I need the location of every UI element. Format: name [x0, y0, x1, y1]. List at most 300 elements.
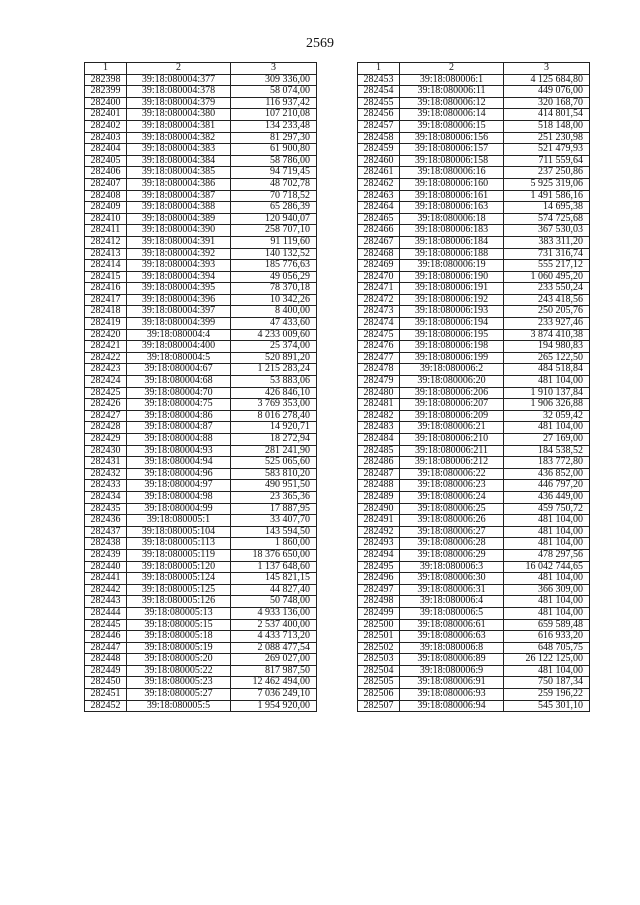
row-number-cell: 282440	[85, 561, 127, 573]
table-row	[358, 190, 590, 202]
cadastral-number-cell: 39:18:080006:15	[400, 120, 504, 132]
row-number-cell: 282419	[85, 318, 127, 330]
cadastral-number-cell: 39:18:080005:15	[127, 619, 231, 631]
table-row	[358, 399, 590, 411]
row-number-cell: 282403	[85, 132, 127, 144]
value-cell: 134 233,48	[231, 120, 317, 132]
cadastral-number-cell: 39:18:080005:23	[127, 677, 231, 689]
value-cell: 1 060 495,20	[504, 271, 590, 283]
value-cell: 481 104,00	[504, 665, 590, 677]
row-number-cell: 282475	[358, 329, 400, 341]
row-number-cell: 282418	[85, 306, 127, 318]
cadastral-number-cell: 39:18:080004:96	[127, 468, 231, 480]
table-row	[85, 283, 317, 295]
cadastral-number-cell: 39:18:080004:67	[127, 364, 231, 376]
table-row	[358, 515, 590, 527]
table-row	[85, 213, 317, 225]
cadastral-number-cell: 39:18:080006:158	[400, 155, 504, 167]
cadastral-number-cell: 39:18:080004:97	[127, 480, 231, 492]
cadastral-number-cell: 39:18:080006:63	[400, 631, 504, 643]
row-number-cell: 282495	[358, 561, 400, 573]
cadastral-number-cell: 39:18:080006:27	[400, 526, 504, 538]
value-cell: 81 297,30	[231, 132, 317, 144]
value-cell: 44 827,40	[231, 584, 317, 596]
row-number-cell: 282471	[358, 283, 400, 295]
table-row	[358, 178, 590, 190]
value-cell: 48 702,78	[231, 178, 317, 190]
cadastral-number-cell: 39:18:080004:94	[127, 457, 231, 469]
row-number-cell: 282464	[358, 202, 400, 214]
table-row	[358, 596, 590, 608]
table-row	[358, 665, 590, 677]
value-cell: 183 772,80	[504, 457, 590, 469]
value-cell: 481 104,00	[504, 515, 590, 527]
cadastral-number-cell: 39:18:080005:5	[127, 700, 231, 712]
table-row	[85, 434, 317, 446]
row-number-cell: 282460	[358, 155, 400, 167]
value-cell: 251 230,98	[504, 132, 590, 144]
value-cell: 711 559,64	[504, 155, 590, 167]
row-number-cell: 282451	[85, 689, 127, 701]
table-row	[358, 491, 590, 503]
table-row	[85, 642, 317, 654]
table-row	[85, 573, 317, 585]
cadastral-number-cell: 39:18:080005:113	[127, 538, 231, 550]
cadastral-number-cell: 39:18:080004:386	[127, 178, 231, 190]
row-number-cell: 282463	[358, 190, 400, 202]
table-row	[358, 422, 590, 434]
row-number-cell: 282444	[85, 607, 127, 619]
cadastral-number-cell: 39:18:080004:4	[127, 329, 231, 341]
row-number-cell: 282424	[85, 376, 127, 388]
table-row	[85, 457, 317, 469]
cadastral-number-cell: 39:18:080004:390	[127, 225, 231, 237]
cadastral-number-cell: 39:18:080006:209	[400, 410, 504, 422]
cadastral-number-cell: 39:18:080006:193	[400, 306, 504, 318]
cadastral-number-cell: 39:18:080006:24	[400, 491, 504, 503]
row-number-cell: 282472	[358, 294, 400, 306]
cadastral-number-cell: 39:18:080006:195	[400, 329, 504, 341]
row-number-cell: 282433	[85, 480, 127, 492]
row-number-cell: 282469	[358, 260, 400, 272]
value-cell: 47 433,60	[231, 318, 317, 330]
table-row	[85, 631, 317, 643]
cadastral-number-cell: 39:18:080004:383	[127, 144, 231, 156]
value-cell: 243 418,56	[504, 294, 590, 306]
row-number-cell: 282489	[358, 491, 400, 503]
table-row	[85, 202, 317, 214]
table-row	[358, 341, 590, 353]
value-cell: 817 987,50	[231, 665, 317, 677]
row-number-cell: 282428	[85, 422, 127, 434]
table-row	[85, 190, 317, 202]
value-cell: 2 088 477,54	[231, 642, 317, 654]
value-cell: 58 786,00	[231, 155, 317, 167]
table-row	[85, 271, 317, 283]
table-row	[85, 248, 317, 260]
table-row	[85, 561, 317, 573]
value-cell: 78 370,18	[231, 283, 317, 295]
value-cell: 94 719,45	[231, 167, 317, 179]
value-cell: 659 589,48	[504, 619, 590, 631]
value-cell: 8 016 278,40	[231, 410, 317, 422]
cadastral-number-cell: 39:18:080006:199	[400, 352, 504, 364]
table-row	[358, 503, 590, 515]
cadastral-number-cell: 39:18:080006:93	[400, 689, 504, 701]
row-number-cell: 282429	[85, 434, 127, 446]
value-cell: 446 797,20	[504, 480, 590, 492]
value-cell: 555 217,12	[504, 260, 590, 272]
cadastral-number-cell: 39:18:080006:206	[400, 387, 504, 399]
value-cell: 574 725,68	[504, 213, 590, 225]
row-number-cell: 282502	[358, 642, 400, 654]
register-table-left	[84, 62, 317, 712]
value-cell: 18 376 650,00	[231, 549, 317, 561]
table-row	[85, 225, 317, 237]
row-number-cell: 282422	[85, 352, 127, 364]
table-row	[358, 642, 590, 654]
cadastral-number-cell: 39:18:080004:75	[127, 399, 231, 411]
table-row	[358, 248, 590, 260]
table-header-row	[85, 63, 317, 75]
table-row	[358, 631, 590, 643]
table-row	[358, 538, 590, 550]
table-row	[85, 607, 317, 619]
row-number-cell: 282410	[85, 213, 127, 225]
table-row	[358, 445, 590, 457]
cadastral-number-cell: 39:18:080006:194	[400, 318, 504, 330]
row-number-cell: 282483	[358, 422, 400, 434]
value-cell: 309 336,00	[231, 74, 317, 86]
row-number-cell: 282481	[358, 399, 400, 411]
cadastral-number-cell: 39:18:080006:188	[400, 248, 504, 260]
value-cell: 367 530,03	[504, 225, 590, 237]
cadastral-number-cell: 39:18:080005:27	[127, 689, 231, 701]
cadastral-number-cell: 39:18:080004:384	[127, 155, 231, 167]
value-cell: 481 104,00	[504, 526, 590, 538]
row-number-cell: 282479	[358, 376, 400, 388]
column-header: 2	[127, 63, 231, 75]
value-cell: 10 342,26	[231, 294, 317, 306]
row-number-cell: 282487	[358, 468, 400, 480]
row-number-cell: 282431	[85, 457, 127, 469]
row-number-cell: 282500	[358, 619, 400, 631]
table-row	[85, 376, 317, 388]
cadastral-number-cell: 39:18:080006:192	[400, 294, 504, 306]
row-number-cell: 282411	[85, 225, 127, 237]
value-cell: 1 906 326,88	[504, 399, 590, 411]
value-cell: 145 821,15	[231, 573, 317, 585]
row-number-cell: 282437	[85, 526, 127, 538]
value-cell: 26 122 125,00	[504, 654, 590, 666]
cadastral-number-cell: 39:18:080004:68	[127, 376, 231, 388]
table-row	[358, 549, 590, 561]
value-cell: 265 122,50	[504, 352, 590, 364]
value-cell: 478 297,56	[504, 549, 590, 561]
value-cell: 184 538,52	[504, 445, 590, 457]
table-row	[358, 689, 590, 701]
cadastral-number-cell: 39:18:080006:4	[400, 596, 504, 608]
value-cell: 65 286,39	[231, 202, 317, 214]
cadastral-number-cell: 39:18:080005:124	[127, 573, 231, 585]
value-cell: 481 104,00	[504, 596, 590, 608]
row-number-cell: 282417	[85, 294, 127, 306]
table-row	[85, 410, 317, 422]
table-row	[358, 619, 590, 631]
table-row	[358, 561, 590, 573]
column-header: 3	[504, 63, 590, 75]
row-number-cell: 282496	[358, 573, 400, 585]
value-cell: 233 550,24	[504, 283, 590, 295]
row-number-cell: 282400	[85, 97, 127, 109]
value-cell: 1 491 586,16	[504, 190, 590, 202]
value-cell: 7 036 249,10	[231, 689, 317, 701]
table-row	[358, 260, 590, 272]
table-row	[85, 294, 317, 306]
value-cell: 731 316,74	[504, 248, 590, 260]
table-row	[85, 619, 317, 631]
row-number-cell: 282470	[358, 271, 400, 283]
row-number-cell: 282452	[85, 700, 127, 712]
cadastral-number-cell: 39:18:080006:8	[400, 642, 504, 654]
value-cell: 320 168,70	[504, 97, 590, 109]
cadastral-number-cell: 39:18:080006:16	[400, 167, 504, 179]
row-number-cell: 282482	[358, 410, 400, 422]
row-number-cell: 282399	[85, 86, 127, 98]
table-row	[85, 318, 317, 330]
cadastral-number-cell: 39:18:080004:378	[127, 86, 231, 98]
value-cell: 32 059,42	[504, 410, 590, 422]
row-number-cell: 282466	[358, 225, 400, 237]
cadastral-number-cell: 39:18:080004:397	[127, 306, 231, 318]
row-number-cell: 282459	[358, 144, 400, 156]
cadastral-number-cell: 39:18:080004:5	[127, 352, 231, 364]
cadastral-number-cell: 39:18:080006:160	[400, 178, 504, 190]
row-number-cell: 282407	[85, 178, 127, 190]
row-number-cell: 282454	[358, 86, 400, 98]
page-number: 2569	[306, 36, 334, 51]
cadastral-number-cell: 39:18:080006:198	[400, 341, 504, 353]
row-number-cell: 282453	[358, 74, 400, 86]
cadastral-number-cell: 39:18:080006:210	[400, 434, 504, 446]
row-number-cell: 282491	[358, 515, 400, 527]
table-row	[358, 86, 590, 98]
row-number-cell: 282414	[85, 260, 127, 272]
row-number-cell: 282497	[358, 584, 400, 596]
row-number-cell: 282485	[358, 445, 400, 457]
cadastral-number-cell: 39:18:080006:12	[400, 97, 504, 109]
cadastral-number-cell: 39:18:080005:126	[127, 596, 231, 608]
table-row	[358, 271, 590, 283]
column-header: 3	[231, 63, 317, 75]
table-row	[85, 538, 317, 550]
value-cell: 490 951,50	[231, 480, 317, 492]
value-cell: 18 272,94	[231, 434, 317, 446]
cadastral-number-cell: 39:18:080005:119	[127, 549, 231, 561]
row-number-cell: 282420	[85, 329, 127, 341]
value-cell: 4 933 136,00	[231, 607, 317, 619]
row-number-cell: 282439	[85, 549, 127, 561]
table-row	[358, 236, 590, 248]
value-cell: 8 400,00	[231, 306, 317, 318]
cadastral-number-cell: 39:18:080004:379	[127, 97, 231, 109]
row-number-cell: 282457	[358, 120, 400, 132]
cadastral-number-cell: 39:18:080004:88	[127, 434, 231, 446]
table-row	[358, 294, 590, 306]
cadastral-number-cell: 39:18:080006:28	[400, 538, 504, 550]
cadastral-number-cell: 39:18:080006:3	[400, 561, 504, 573]
value-cell: 258 707,10	[231, 225, 317, 237]
table-row	[358, 376, 590, 388]
table-row	[358, 526, 590, 538]
cadastral-number-cell: 39:18:080005:13	[127, 607, 231, 619]
value-cell: 481 104,00	[504, 538, 590, 550]
row-number-cell: 282468	[358, 248, 400, 260]
table-row	[85, 468, 317, 480]
cadastral-number-cell: 39:18:080004:394	[127, 271, 231, 283]
cadastral-number-cell: 39:18:080006:31	[400, 584, 504, 596]
value-cell: 750 187,34	[504, 677, 590, 689]
table-row	[85, 665, 317, 677]
value-cell: 449 076,00	[504, 86, 590, 98]
table-row	[85, 387, 317, 399]
table-row	[85, 329, 317, 341]
cadastral-number-cell: 39:18:080006:91	[400, 677, 504, 689]
cadastral-number-cell: 39:18:080006:184	[400, 236, 504, 248]
table-row	[358, 677, 590, 689]
table-row	[358, 213, 590, 225]
row-number-cell: 282461	[358, 167, 400, 179]
column-header: 1	[358, 63, 400, 75]
table-row	[85, 480, 317, 492]
cadastral-number-cell: 39:18:080006:18	[400, 213, 504, 225]
cadastral-number-cell: 39:18:080006:20	[400, 376, 504, 388]
cadastral-number-cell: 39:18:080004:93	[127, 445, 231, 457]
cadastral-number-cell: 39:18:080006:156	[400, 132, 504, 144]
value-cell: 2 537 400,00	[231, 619, 317, 631]
value-cell: 4 233 009,60	[231, 329, 317, 341]
value-cell: 481 104,00	[504, 376, 590, 388]
row-number-cell: 282493	[358, 538, 400, 550]
value-cell: 281 241,90	[231, 445, 317, 457]
cadastral-number-cell: 39:18:080006:1	[400, 74, 504, 86]
cadastral-number-cell: 39:18:080005:19	[127, 642, 231, 654]
table-row	[85, 86, 317, 98]
cadastral-number-cell: 39:18:080006:19	[400, 260, 504, 272]
row-number-cell: 282404	[85, 144, 127, 156]
cadastral-number-cell: 39:18:080004:377	[127, 74, 231, 86]
cadastral-number-cell: 39:18:080004:86	[127, 410, 231, 422]
value-cell: 14 920,71	[231, 422, 317, 434]
row-number-cell: 282492	[358, 526, 400, 538]
cadastral-number-cell: 39:18:080004:392	[127, 248, 231, 260]
row-number-cell: 282473	[358, 306, 400, 318]
row-number-cell: 282504	[358, 665, 400, 677]
row-number-cell: 282426	[85, 399, 127, 411]
row-number-cell: 282416	[85, 283, 127, 295]
cadastral-number-cell: 39:18:080004:381	[127, 120, 231, 132]
table-row	[85, 144, 317, 156]
cadastral-number-cell: 39:18:080005:104	[127, 526, 231, 538]
row-number-cell: 282455	[358, 97, 400, 109]
table-row	[358, 352, 590, 364]
row-number-cell: 282456	[358, 109, 400, 121]
table-row	[358, 410, 590, 422]
register-table-right	[357, 62, 590, 712]
cadastral-number-cell: 39:18:080004:389	[127, 213, 231, 225]
cadastral-number-cell: 39:18:080004:98	[127, 491, 231, 503]
value-cell: 545 301,10	[504, 700, 590, 712]
value-cell: 14 695,38	[504, 202, 590, 214]
table-row	[85, 654, 317, 666]
table-header-row	[358, 63, 590, 75]
row-number-cell: 282427	[85, 410, 127, 422]
cadastral-number-cell: 39:18:080006:183	[400, 225, 504, 237]
row-number-cell: 282486	[358, 457, 400, 469]
column-header: 2	[400, 63, 504, 75]
cadastral-number-cell: 39:18:080004:70	[127, 387, 231, 399]
row-number-cell: 282445	[85, 619, 127, 631]
row-number-cell: 282447	[85, 642, 127, 654]
cadastral-number-cell: 39:18:080004:99	[127, 503, 231, 515]
cadastral-number-cell: 39:18:080006:2	[400, 364, 504, 376]
value-cell: 459 750,72	[504, 503, 590, 515]
value-cell: 23 365,36	[231, 491, 317, 503]
cadastral-number-cell: 39:18:080004:399	[127, 318, 231, 330]
value-cell: 525 065,60	[231, 457, 317, 469]
value-cell: 436 449,00	[504, 491, 590, 503]
table-row	[85, 503, 317, 515]
cadastral-number-cell: 39:18:080004:87	[127, 422, 231, 434]
row-number-cell: 282413	[85, 248, 127, 260]
cadastral-number-cell: 39:18:080006:190	[400, 271, 504, 283]
value-cell: 194 980,83	[504, 341, 590, 353]
table-row	[85, 155, 317, 167]
value-cell: 185 776,63	[231, 260, 317, 272]
value-cell: 648 705,75	[504, 642, 590, 654]
row-number-cell: 282409	[85, 202, 127, 214]
table-row	[85, 596, 317, 608]
row-number-cell: 282432	[85, 468, 127, 480]
value-cell: 233 927,46	[504, 318, 590, 330]
table-row	[358, 457, 590, 469]
table-row	[358, 74, 590, 86]
value-cell: 107 210,08	[231, 109, 317, 121]
cadastral-number-cell: 39:18:080006:14	[400, 109, 504, 121]
table-row	[85, 526, 317, 538]
row-number-cell: 282494	[358, 549, 400, 561]
value-cell: 61 900,80	[231, 144, 317, 156]
value-cell: 259 196,22	[504, 689, 590, 701]
value-cell: 250 205,76	[504, 306, 590, 318]
table-row	[85, 260, 317, 272]
row-number-cell: 282423	[85, 364, 127, 376]
value-cell: 481 104,00	[504, 422, 590, 434]
cadastral-number-cell: 39:18:080006:89	[400, 654, 504, 666]
cadastral-number-cell: 39:18:080006:157	[400, 144, 504, 156]
row-number-cell: 282507	[358, 700, 400, 712]
table-row	[85, 584, 317, 596]
value-cell: 16 042 744,65	[504, 561, 590, 573]
table-row	[85, 109, 317, 121]
value-cell: 17 887,95	[231, 503, 317, 515]
cadastral-number-cell: 39:18:080004:388	[127, 202, 231, 214]
row-number-cell: 282412	[85, 236, 127, 248]
table-row	[85, 178, 317, 190]
table-row	[85, 74, 317, 86]
table-row	[85, 97, 317, 109]
value-cell: 521 479,93	[504, 144, 590, 156]
